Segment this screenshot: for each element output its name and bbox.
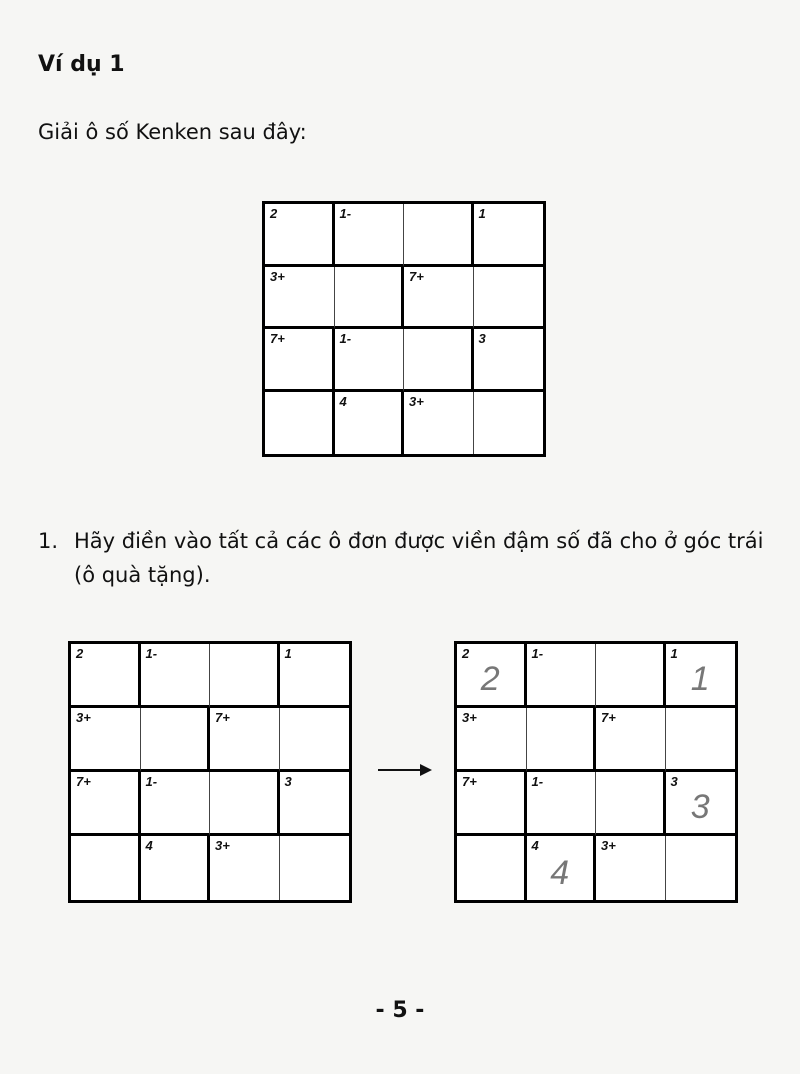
grid-cell — [474, 267, 544, 330]
grid-cell — [265, 267, 335, 330]
grid-cell — [666, 772, 736, 836]
filled-value: 1 — [690, 660, 710, 698]
grid-cell — [666, 644, 736, 708]
grid-cell — [457, 836, 527, 900]
grid-cell — [141, 644, 211, 708]
cage-clue: 3 — [670, 774, 678, 789]
grid-cell — [141, 772, 211, 836]
grid-cell — [666, 708, 736, 772]
cage-clue: 7+ — [215, 710, 230, 725]
grid-cell — [71, 772, 141, 836]
grid-cell — [596, 772, 666, 836]
grid-cell — [457, 708, 527, 772]
kenken-grid-before — [68, 641, 352, 903]
grid-cell — [596, 644, 666, 708]
grid-cell — [527, 644, 597, 708]
grid-cell — [265, 392, 335, 455]
cage-clue: 7+ — [409, 268, 424, 284]
cage-clue: 3+ — [462, 710, 477, 725]
step-instruction — [38, 524, 768, 592]
grid-cell — [527, 836, 597, 900]
grid-cell — [210, 772, 280, 836]
grid-cell — [457, 772, 527, 836]
grid-cell — [527, 708, 597, 772]
cage-clue: 1- — [339, 331, 352, 346]
cage-clue: 2 — [76, 646, 84, 661]
grid-cell — [596, 708, 666, 772]
grid-cell — [457, 644, 527, 708]
grid-cell — [335, 267, 405, 330]
grid-cell — [404, 204, 474, 267]
step-text: Hãy điền vào tất cả các ô đơn được viền đậm số đã cho ở góc trái (ô quà tặng). — [74, 529, 764, 587]
grid-cell — [474, 392, 544, 455]
grid-cell — [71, 644, 141, 708]
cage-clue: 1- — [531, 646, 544, 661]
cage-clue: 1 — [284, 646, 292, 661]
right-arrow-icon — [378, 762, 432, 778]
grid-cell — [210, 708, 280, 772]
grid-cell — [141, 708, 211, 772]
kenken-puzzle-grid — [262, 201, 546, 457]
grid-cell — [280, 836, 350, 900]
grid-cell — [280, 708, 350, 772]
grid-cell — [141, 836, 211, 900]
grid-cell — [527, 772, 597, 836]
cage-clue: 7+ — [270, 331, 285, 346]
grid-cell — [265, 204, 335, 267]
cage-clue: 2 — [462, 646, 470, 661]
cage-clue: 1 — [478, 206, 486, 221]
grid-cell — [404, 267, 474, 330]
filled-value: 2 — [480, 660, 500, 698]
step-number: 1. — [38, 529, 59, 553]
example-heading: Ví dụ 1 — [38, 52, 125, 77]
grid-cell — [474, 329, 544, 392]
cage-clue: 4 — [145, 838, 153, 853]
cage-clue: 3+ — [601, 838, 616, 853]
cage-clue: 7+ — [601, 710, 616, 725]
cage-clue: 3+ — [409, 393, 424, 409]
cage-clue: 7+ — [462, 774, 477, 789]
cage-clue: 3+ — [270, 268, 285, 284]
cage-clue: 1- — [145, 646, 158, 661]
grid-cell — [335, 329, 405, 392]
cage-clue: 1- — [531, 774, 544, 789]
grid-cell — [596, 836, 666, 900]
page-number: - 5 - — [375, 998, 425, 1023]
grid-cell — [280, 772, 350, 836]
cage-clue: 1 — [670, 646, 678, 661]
grid-cell — [666, 836, 736, 900]
grid-cell — [210, 836, 280, 900]
filled-value: 3 — [690, 788, 710, 826]
grid-cell — [335, 392, 405, 455]
intro-text: Giải ô số Kenken sau đây: — [38, 120, 307, 144]
grid-cell — [404, 392, 474, 455]
cage-clue: 3 — [478, 331, 486, 346]
grid-cell — [280, 644, 350, 708]
cage-clue: 2 — [270, 206, 278, 221]
kenken-grid-after — [454, 641, 738, 903]
cage-clue: 3+ — [215, 838, 230, 853]
grid-cell — [474, 204, 544, 267]
grid-cell — [404, 329, 474, 392]
cage-clue: 3+ — [76, 710, 91, 725]
grid-cell — [210, 644, 280, 708]
cage-clue: 4 — [531, 838, 539, 853]
grid-cell — [71, 836, 141, 900]
grid-cell — [71, 708, 141, 772]
grid-cell — [335, 204, 405, 267]
cage-clue: 1- — [339, 206, 352, 221]
cage-clue: 1- — [145, 774, 158, 789]
cage-clue: 4 — [339, 393, 347, 409]
grid-cell — [265, 329, 335, 392]
filled-value: 4 — [550, 853, 570, 892]
cage-clue: 3 — [284, 774, 292, 789]
cage-clue: 7+ — [76, 774, 91, 789]
